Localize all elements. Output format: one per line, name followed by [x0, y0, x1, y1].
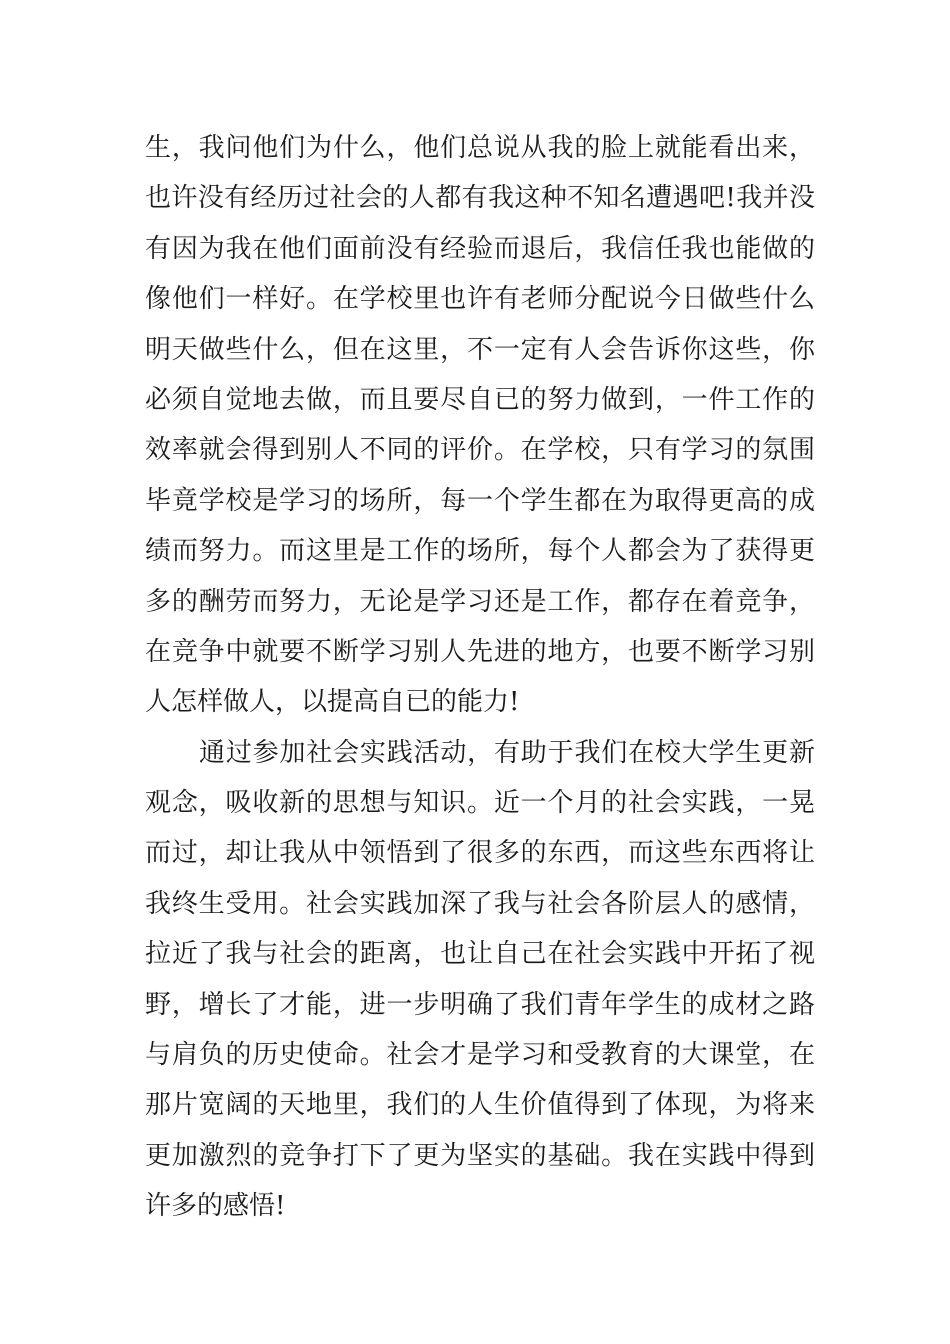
- text-line: 生，我问他们为什么，他们总说从我的脸上就能看出来，: [145, 133, 815, 163]
- text-line: 我终生受用。社会实践加深了我与社会各阶层人的感情，: [145, 888, 815, 919]
- text-line: 绩而努力。而这里是工作的场所，每个人都会为了获得更: [145, 536, 815, 567]
- body-text: [145, 123, 815, 1232]
- text-line: 而过，却让我从中领悟到了很多的东西，而这些东西将让: [145, 838, 815, 869]
- text-line: 那片宽阔的天地里，我们的人生价值得到了体现，为将来: [145, 1090, 815, 1121]
- paragraph-2: [145, 728, 815, 1232]
- text-line: 必须自觉地去做，而且要尽自已的努力做到，一件工作的: [145, 384, 815, 415]
- text-line: 效率就会得到别人不同的评价。在学校，只有学习的氛围: [145, 435, 815, 466]
- text-line: 拉近了我与社会的距离，也让自己在社会实践中开拓了视: [145, 939, 815, 970]
- paragraph-1: [145, 123, 815, 728]
- text-line: 与肩负的历史使命。社会才是学习和受教育的大课堂，在: [145, 1040, 815, 1071]
- text-line: 野，增长了才能，进一步明确了我们青年学生的成材之路: [145, 989, 815, 1020]
- text-line-first: 通过参加社会实践活动，有助于我们在校大学生更新: [199, 737, 815, 768]
- text-line: 也许没有经历过社会的人都有我这种不知名遭遇吧!我并没: [145, 183, 815, 214]
- text-line: 有因为我在他们面前没有经验而退后，我信任我也能做的: [145, 233, 815, 264]
- text-line: 毕竟学校是学习的场所，每一个学生都在为取得更高的成: [145, 485, 815, 516]
- text-line-last: 人怎样做人，以提高自已的能力!: [145, 687, 520, 718]
- text-line: 观念，吸收新的思想与知识。近一个月的社会实践，一晃: [145, 788, 815, 819]
- text-line-last: 许多的感悟!: [145, 1191, 286, 1222]
- text-line: 明天做些什么，但在这里，不一定有人会告诉你这些，你: [145, 334, 815, 365]
- text-line: 多的酬劳而努力，无论是学习还是工作，都存在着竞争，: [145, 586, 815, 617]
- text-line: 像他们一样好。在学校里也许有老师分配说今日做些什么: [145, 284, 815, 315]
- text-line: 更加激烈的竞争打下了更为坚实的基础。我在实践中得到: [145, 1140, 815, 1171]
- text-line: 在竞争中就要不断学习别人先进的地方，也要不断学习别: [145, 636, 815, 667]
